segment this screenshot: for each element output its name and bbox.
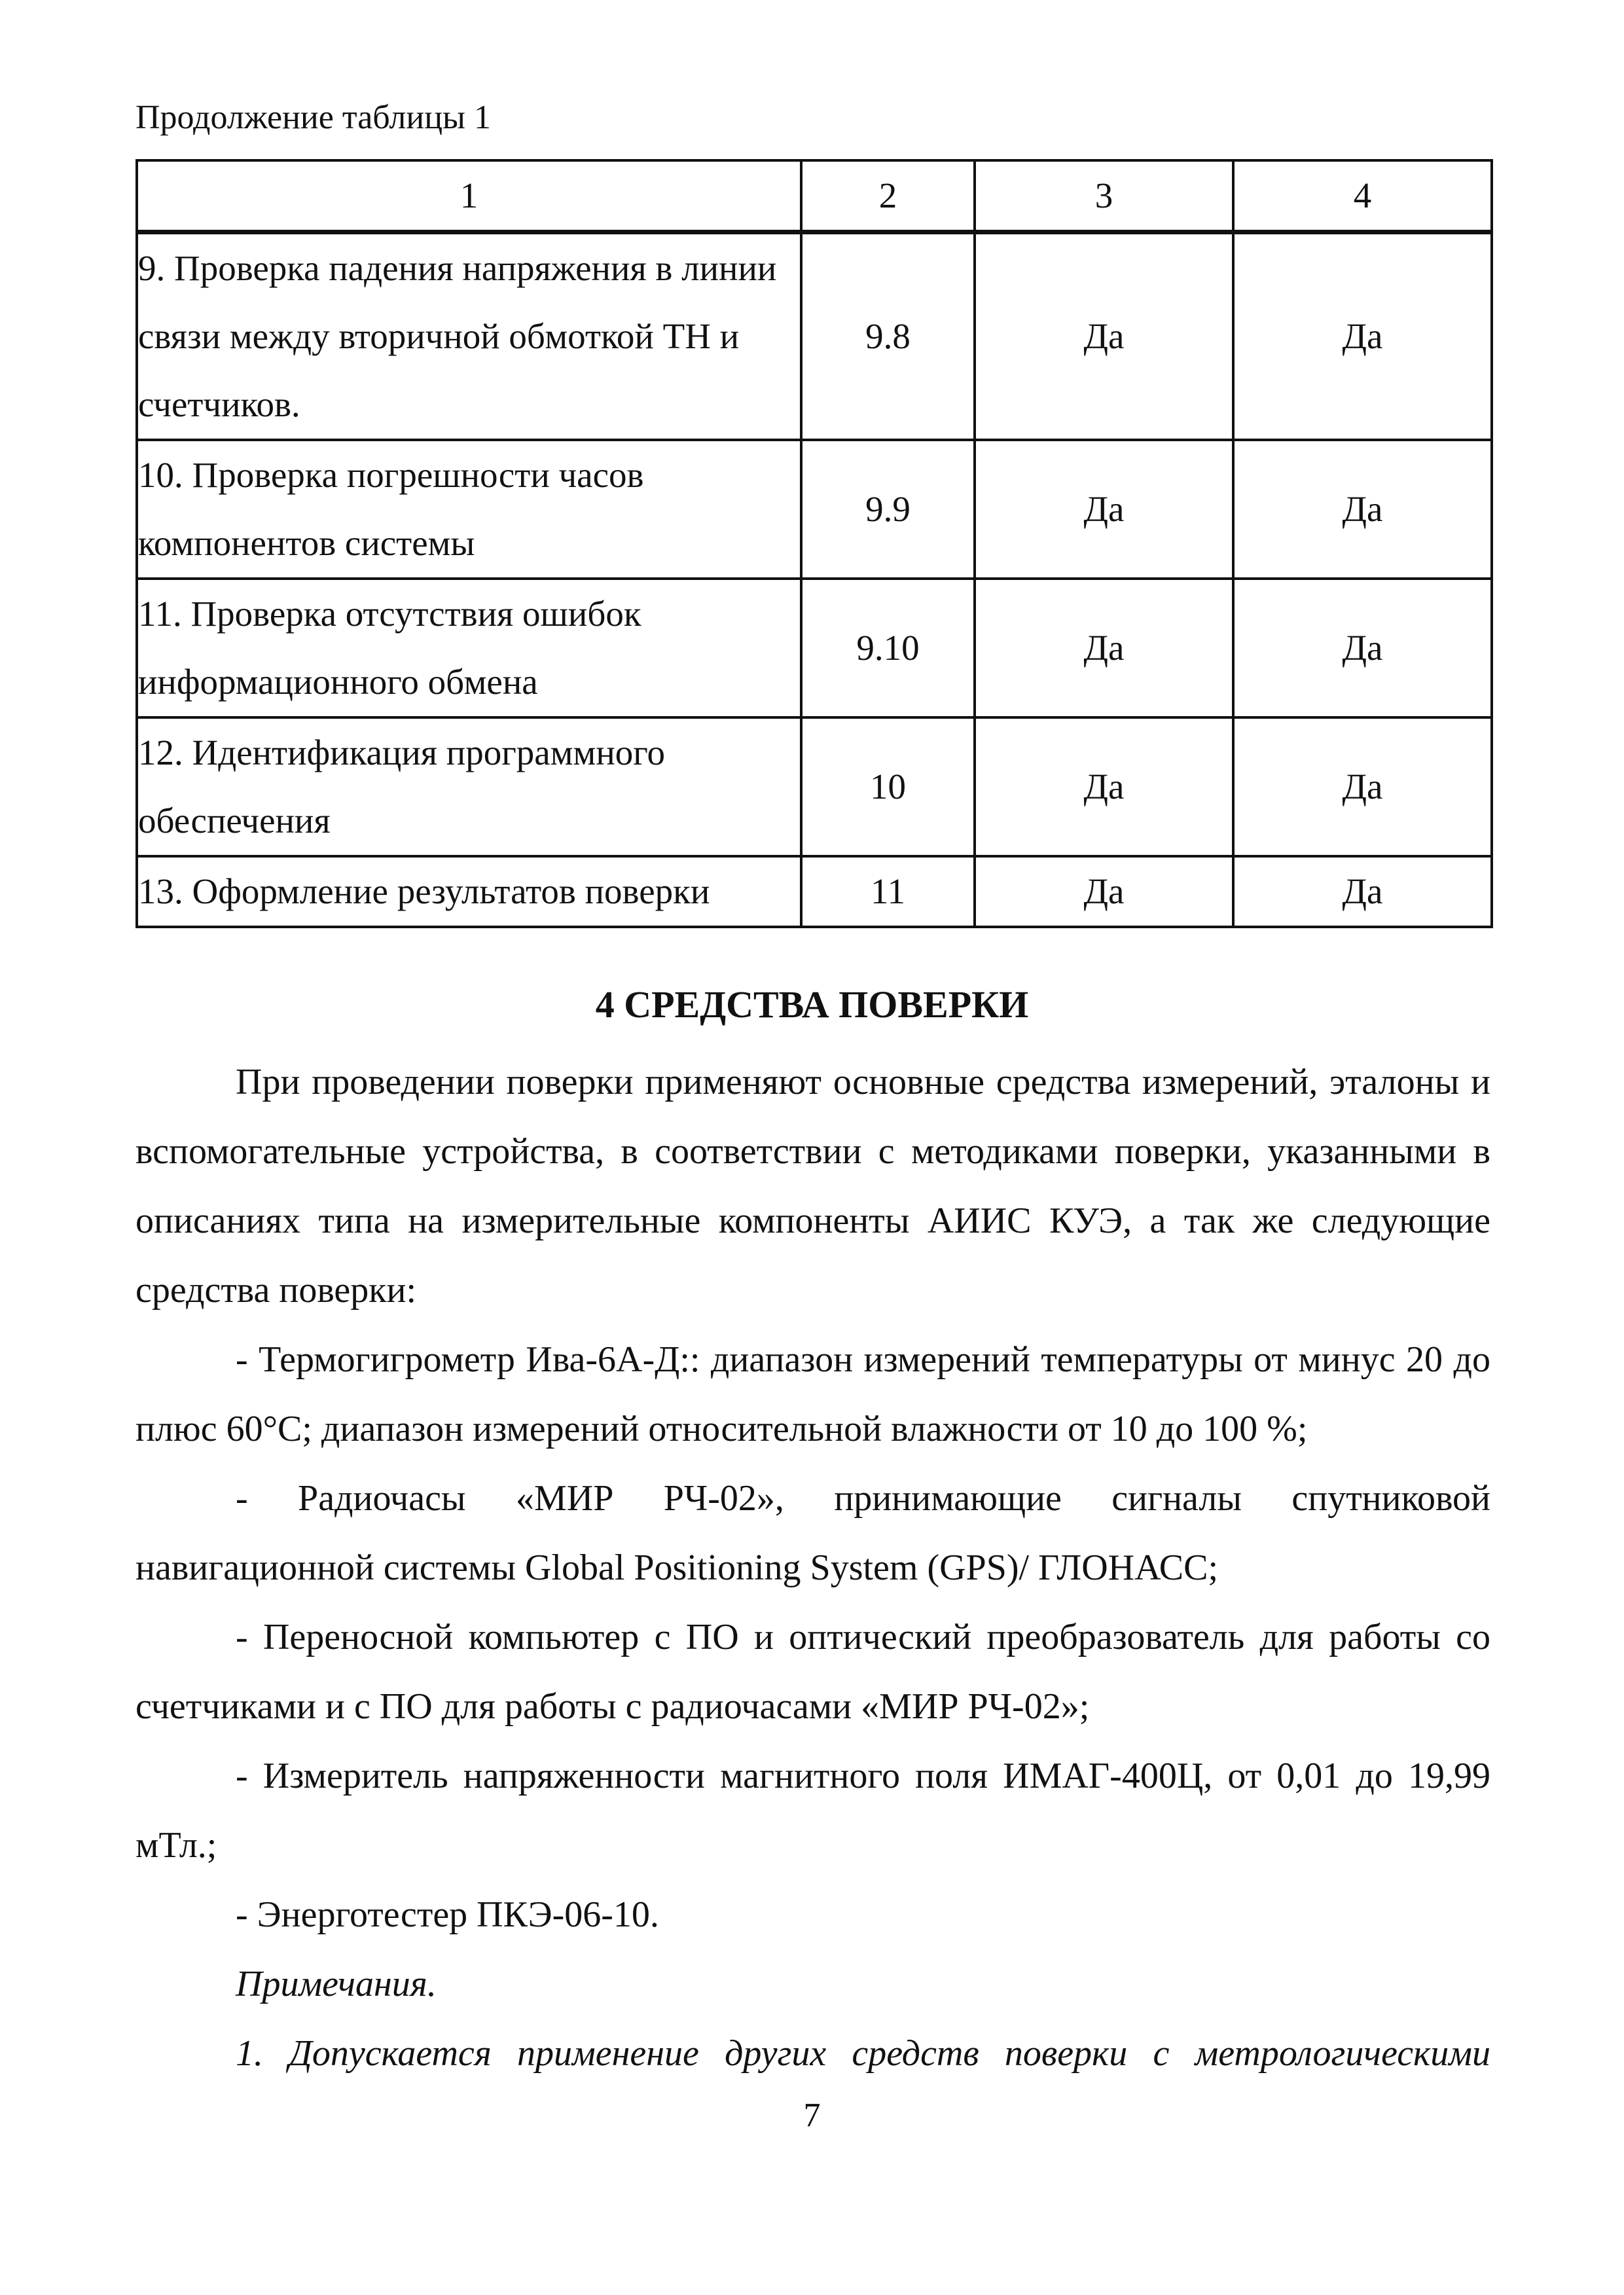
list-item-magnetometer: - Измеритель напряженности магнитного поля ИМАГ-400Ц, от 0,01 до 19,99 мТл.; <box>135 1756 1490 1866</box>
periodic-verification: Да <box>1233 579 1492 717</box>
notes-title: Примечания. <box>236 1964 437 2004</box>
clause-number: 9.8 <box>801 232 975 441</box>
column-header-3: 3 <box>975 160 1233 232</box>
table-row <box>137 579 1492 717</box>
primary-verification: Да <box>975 856 1233 927</box>
table-row <box>137 232 1492 441</box>
column-header-1: 1 <box>137 160 801 232</box>
primary-verification: Да <box>975 717 1233 856</box>
section-body <box>135 1047 1490 2088</box>
table-row <box>137 717 1492 856</box>
operation-name: 11. Проверка отсутствия ошибок информационного обмена <box>137 579 801 717</box>
primary-verification: Да <box>975 579 1233 717</box>
clause-number: 11 <box>801 856 975 927</box>
intro-paragraph: При проведении поверки применяют основные средства измерений, эталоны и вспомогательные устройства, в соответствии с методиками поверки, указанными в описаниях типа на измерительные компоненты АИИС КУЭ, а так же следующие средства поверки: <box>135 1062 1490 1310</box>
table-caption: Продолжение таблицы 1 <box>135 99 491 136</box>
list-item-laptop: - Переносной компьютер с ПО и оптический преобразователь для работы со счетчиками и с ПО для работы с радиочасами «МИР РЧ-02»; <box>135 1617 1490 1727</box>
primary-verification: Да <box>975 232 1233 441</box>
verification-table <box>135 159 1493 928</box>
section-heading: 4 СРЕДСТВА ПОВЕРКИ <box>595 983 1029 1026</box>
operation-name: 9. Проверка падения напряжения в линии связи между вторичной обмоткой ТН и счетчиков. <box>137 232 801 441</box>
clause-number: 10 <box>801 717 975 856</box>
list-item-thermohygrometer: - Термогигрометр Ива-6А-Д:: диапазон измерений температуры от минус 20 до плюс 60°С; диапазон измерений относительной влажности от 10 до 100 %; <box>135 1339 1490 1449</box>
table-row <box>137 440 1492 579</box>
periodic-verification: Да <box>1233 232 1492 441</box>
operation-name: 10. Проверка погрешности часов компонентов системы <box>137 440 801 579</box>
note-1: 1. Допускается применение других средств поверки с метрологическими <box>236 2033 1490 2074</box>
periodic-verification: Да <box>1233 856 1492 927</box>
column-header-2: 2 <box>801 160 975 232</box>
periodic-verification: Да <box>1233 717 1492 856</box>
table-row <box>137 856 1492 927</box>
list-item-radio-clock: - Радиочасы «МИР РЧ-02», принимающие сигналы спутниковой навигационной системы Global Positioning System (GPS)/ ГЛОНАСС; <box>135 1478 1490 1588</box>
periodic-verification: Да <box>1233 440 1492 579</box>
page-number: 7 <box>803 2097 821 2134</box>
operation-name: 12. Идентификация программного обеспечения <box>137 717 801 856</box>
clause-number: 9.9 <box>801 440 975 579</box>
primary-verification: Да <box>975 440 1233 579</box>
list-item-energy-tester: - Энерготестер ПКЭ-06-10. <box>236 1894 659 1935</box>
operation-name: 13. Оформление результатов поверки <box>137 856 801 927</box>
table-header-row <box>137 160 1492 232</box>
column-header-4: 4 <box>1233 160 1492 232</box>
clause-number: 9.10 <box>801 579 975 717</box>
